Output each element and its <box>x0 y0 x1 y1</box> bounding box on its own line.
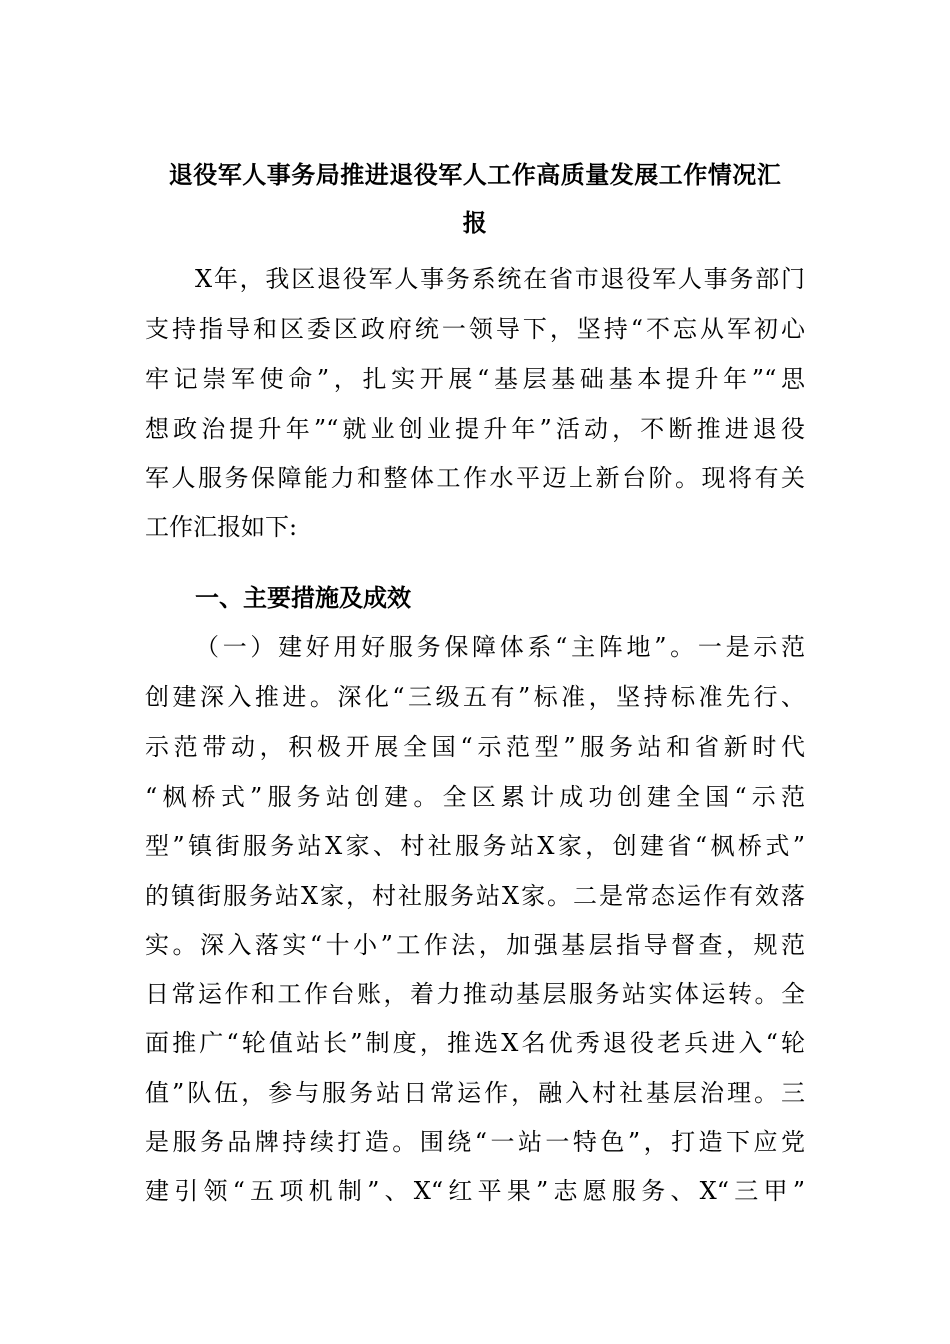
paragraph-1-line: 牢记崇军使命”，扎实开展“基层基础基本提升年”“思 <box>145 365 805 393</box>
paragraph-1-line: 支持指导和区委区政府统一领导下，坚持“不忘从军初心 <box>145 315 805 343</box>
paragraph-2-line: 型”镇街服务站X家、村社服务站X家，创建省“枫桥式” <box>145 832 805 860</box>
paragraph-2-line: “枫桥式”服务站创建。全区累计成功创建全国“示范 <box>145 783 805 811</box>
paragraph-1-line: 工作汇报如下: <box>145 513 298 541</box>
section-heading: 一、主要措施及成效 <box>195 584 411 612</box>
paragraph-1-line: 军人服务保障能力和整体工作水平迈上新台阶。现将有关 <box>145 464 805 492</box>
paragraph-2-line: 日常运作和工作台账，着力推动基层服务站实体运转。全 <box>145 980 805 1008</box>
paragraph-2-line: 实。深入落实“十小”工作法，加强基层指导督查，规范 <box>145 931 805 959</box>
paragraph-2-line: （一）建好用好服务保障体系“主阵地”。一是示范 <box>195 633 805 661</box>
paragraph-2-line: 值”队伍，参与服务站日常运作，融入村社基层治理。三 <box>145 1079 805 1107</box>
paragraph-2-line: 创建深入推进。深化“三级五有”标准，坚持标准先行、 <box>145 683 805 711</box>
document-title-line-2: 报 <box>462 208 488 237</box>
paragraph-2-line: 的镇街服务站X家，村社服务站X家。二是常态运作有效落 <box>145 882 805 910</box>
paragraph-2-line: 示范带动，积极开展全国“示范型”服务站和省新时代 <box>145 733 805 761</box>
paragraph-1-line: 想政治提升年”“就业创业提升年”活动，不断推进退役 <box>145 415 805 443</box>
paragraph-1-line: X年，我区退役军人事务系统在省市退役军人事务部门 <box>195 265 805 293</box>
paragraph-2-line: 建引领“五项机制”、X“红平果”志愿服务、X“三甲” <box>145 1177 805 1205</box>
paragraph-2-line: 是服务品牌持续打造。围绕“一站一特色”，打造下应党 <box>145 1128 805 1156</box>
document-title-line-1: 退役军人事务局推进退役军人工作高质量发展工作情况汇 <box>168 160 782 189</box>
paragraph-2-line: 面推广“轮值站长”制度，推选X名优秀退役老兵进入“轮 <box>145 1029 805 1057</box>
